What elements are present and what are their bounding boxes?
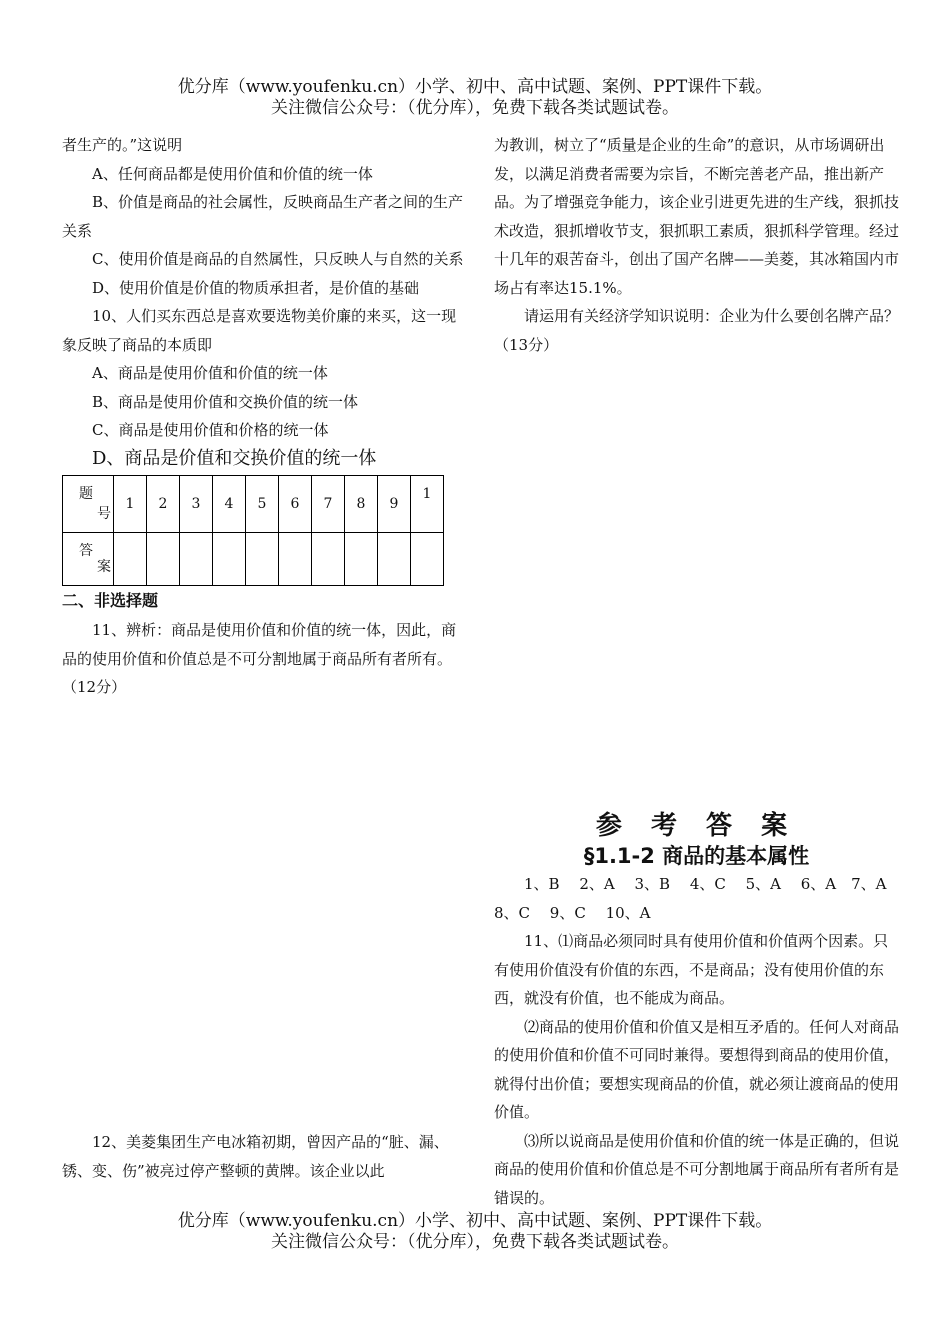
answer-cell[interactable]	[378, 533, 411, 586]
answer-cell[interactable]	[279, 533, 312, 586]
answer-table-answer-row	[63, 533, 444, 586]
q10-option-d: D、商品是价值和交换价值的统一体	[92, 447, 377, 469]
q10-option-b: B、商品是使用价值和交换价值的统一体	[92, 392, 359, 411]
answer-cell[interactable]	[312, 533, 345, 586]
section-heading-non-choice: 二、非选择题	[62, 591, 159, 610]
footer-line-2: 关注微信公众号：（优分库），免费下载各类试题试卷。	[271, 1232, 679, 1252]
choice-answers: 1、B 2、A 3、B 4、C 5、A 6、A 7、A 8、C 9、C 10、A	[494, 875, 907, 922]
q9-option-c: C、使用价值是商品的自然属性，只反映人与自然的关系	[92, 250, 464, 268]
table-header-number: 题 号	[63, 476, 114, 533]
header-line-2: 关注微信公众号：（优分库），免费下载各类试题试卷。	[271, 98, 679, 118]
table-header-answer: 答 案	[63, 533, 114, 586]
table-number: 8	[345, 476, 378, 533]
answer-table	[62, 475, 444, 586]
answer-key-subtitle: §1.1-2 商品的基本属性	[583, 844, 810, 868]
answer-cell[interactable]	[411, 533, 444, 586]
answer-11-part-3: ⑶所以说商品是使用价值和价值的统一体是正确的，但说商品的使用价值和价值总是不可分割地属于商品所有者所有是错误的。	[494, 1131, 900, 1207]
table-number: 9	[378, 476, 411, 533]
answer-key	[494, 810, 907, 1212]
left-column-bottom	[62, 1128, 467, 1185]
answer-cell[interactable]	[246, 533, 279, 586]
answer-cell[interactable]	[213, 533, 246, 586]
answer-11-part-2: ⑵商品的使用价值和价值又是相互矛盾的。任何人对商品的使用价值和价值不可同时兼得。要想得到商品的使用价值，就得付出价值；要想实现商品的价值，就必须让渡商品的使用价值。	[494, 1017, 900, 1121]
q9-option-d: D、使用价值是价值的物质承担者，是价值的基础	[92, 278, 420, 297]
table-number: 6	[279, 476, 312, 533]
q12-stem: 12、美菱集团生产电冰箱初期，曾因产品的“脏、漏、锈、变、伤”被亮过停产整顿的黄牌。该企业以此	[62, 1133, 449, 1180]
answer-key-title: 参 考 答 案	[595, 811, 798, 841]
table-number: 5	[246, 476, 279, 533]
table-number: 7	[312, 476, 345, 533]
q9-option-b: B、价值是商品的社会属性，反映商品生产者之间的生产关系	[62, 193, 464, 240]
q12-question: 请运用有关经济学知识说明：企业为什么要创名牌产品？（13分）	[494, 307, 900, 354]
left-column	[62, 131, 467, 702]
q10-option-c: C、商品是使用价值和价格的统一体	[92, 421, 329, 439]
page-footer	[0, 1211, 950, 1253]
q11-stem: 11、辨析：商品是使用价值和价值的统一体，因此，商品的使用价值和价值总是不可分割地属于商品所有者所有。（12分）	[62, 621, 457, 696]
right-column	[494, 131, 899, 359]
table-number: 2	[147, 476, 180, 533]
table-number: 4	[213, 476, 246, 533]
table-number: 3	[180, 476, 213, 533]
q12-continuation: 为教训，树立了“质量是企业的生命”的意识，从市场调研出发，以满足消费者需要为宗旨，不断完善老产品，推出新产品。为了增强竞争能力，该企业引进更先进的生产线，狠抓技术改造，狠抓增收节支，狠抓职工素质，狠抓科学管理。经过十几年的艰苦奋斗，创出了国产名牌——美菱，其冰箱国内市场占有率达15.1%。	[494, 136, 900, 297]
footer-line-1: 优分库（www.youfenku.cn）小学、初中、高中试题、案例、PPT课件下载。	[177, 1211, 773, 1231]
page-header	[0, 77, 950, 119]
q9-tail: 者生产的。”这说明	[62, 136, 183, 154]
q10-stem: 10、人们买东西总是喜欢要选物美价廉的来买，这一现象反映了商品的本质即	[62, 307, 457, 354]
q10-option-a: A、商品是使用价值和价值的统一体	[92, 364, 328, 382]
table-number: 1	[411, 476, 444, 533]
table-number: 1	[114, 476, 147, 533]
answer-11-part-1: 11、⑴商品必须同时具有使用价值和价值两个因素。只有使用价值没有价值的东西，不是商品；没有使用价值的东西，就没有价值，也不能成为商品。	[494, 932, 889, 1007]
q9-option-a: A、任何商品都是使用价值和价值的统一体	[92, 164, 373, 183]
answer-cell[interactable]	[180, 533, 213, 586]
answer-table-number-row	[63, 476, 444, 533]
header-line-1: 优分库（www.youfenku.cn）小学、初中、高中试题、案例、PPT课件下载。	[177, 77, 773, 97]
answer-cell[interactable]	[345, 533, 378, 586]
answer-cell[interactable]	[114, 533, 147, 586]
answer-cell[interactable]	[147, 533, 180, 586]
